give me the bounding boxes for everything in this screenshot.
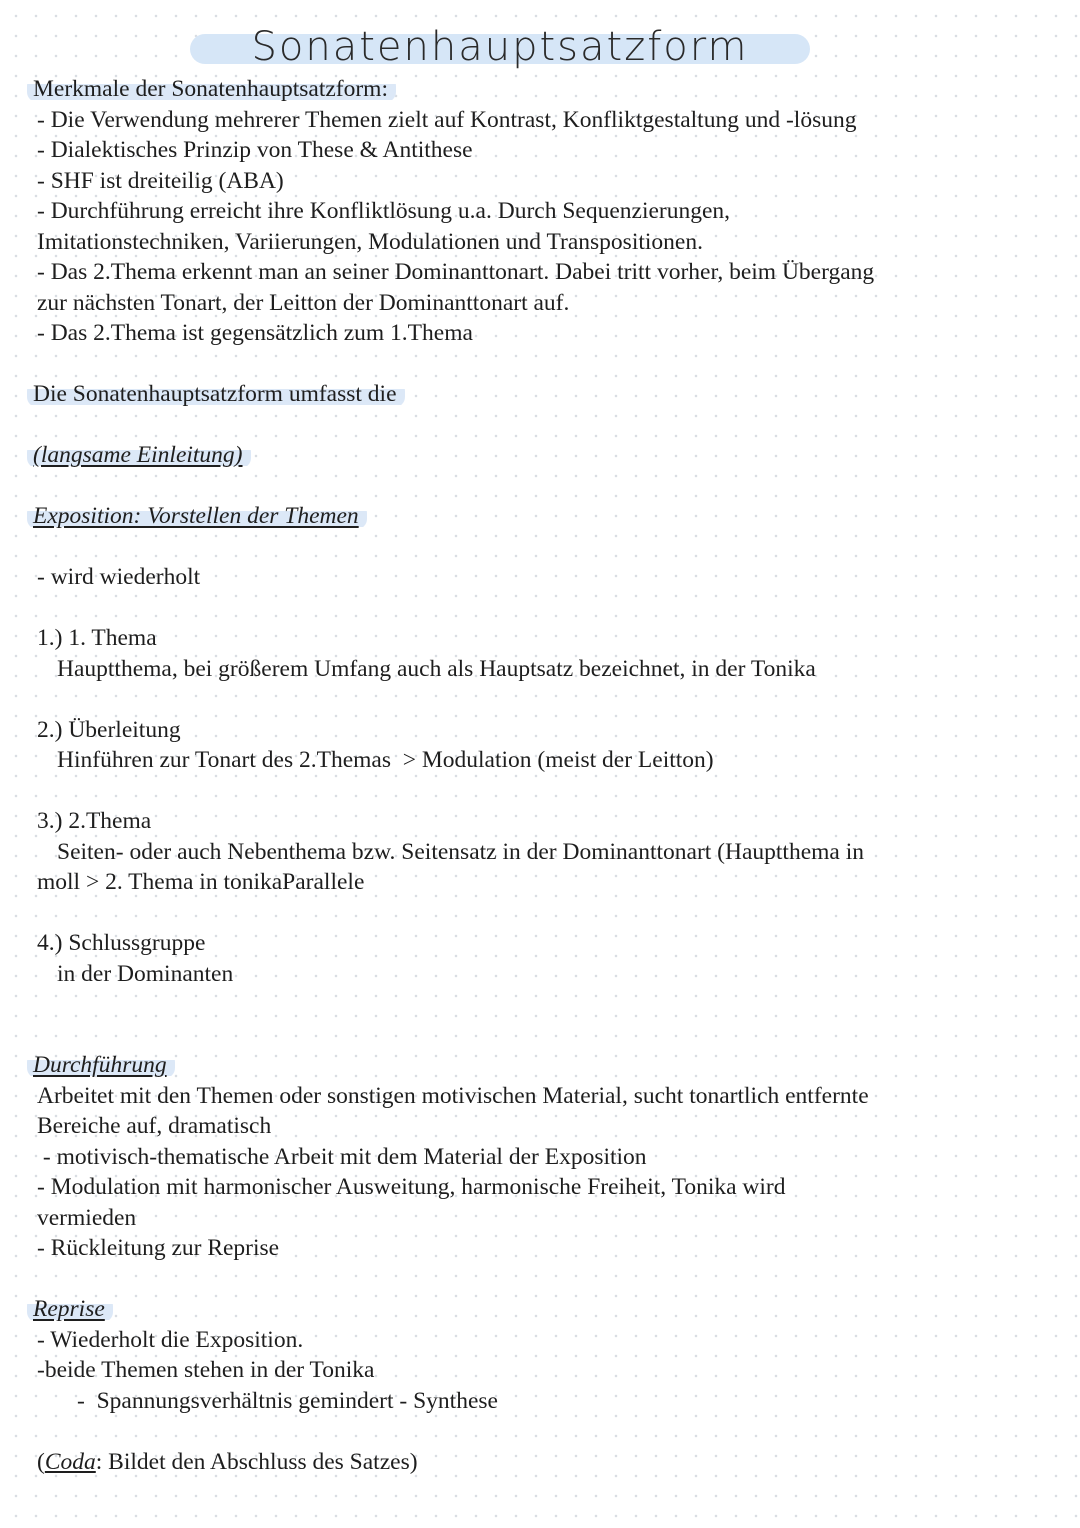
merkmale-heading: Merkmale der Sonatenhauptsatzform: <box>27 76 396 102</box>
durchfuehrung-line: - Modulation mit harmonischer Ausweitung, harmonische Freiheit, Tonika wird <box>37 1174 786 1200</box>
exposition-item-text: Hauptthema, bei größerem Umfang auch als Hauptsatz bezeichnet, in der Tonika <box>57 655 816 682</box>
durchfuehrung-line: - motivisch-thematische Arbeit mit dem Material der Exposition <box>37 1143 647 1170</box>
merkmal-line: - Die Verwendung mehrerer Themen zielt auf Kontrast, Konfliktgestaltung und -lösung <box>37 106 857 133</box>
durchfuehrung-line: Bereiche auf, dramatisch <box>37 1113 272 1139</box>
merkmal-line: - Das 2.Thema erkennt man an seiner Dominanttonart. Dabei tritt vorher, beim Übergang <box>37 259 875 285</box>
reprise-line: - Wiederholt die Exposition. <box>37 1326 304 1353</box>
intro-line: Die Sonatenhauptsatzform umfasst die <box>27 381 405 407</box>
exposition-item-title: 2.) Überleitung <box>37 716 181 743</box>
coda-open: ( <box>37 1448 45 1475</box>
exposition-item-title: 4.) Schlussgruppe <box>37 930 206 956</box>
exposition-item-text: Seiten- oder auch Nebenthema bzw. Seitensatz in der Dominanttonart (Hauptthema in <box>57 838 864 865</box>
merkmal-line: - Durchführung erreicht ihre Konfliktlösung u.a. Durch Sequenzierungen, <box>37 198 731 224</box>
durchfuehrung-line: vermieden <box>37 1204 137 1231</box>
exposition-heading: Exposition: Vorstellen der Themen <box>27 503 367 529</box>
reprise-heading: Reprise <box>27 1296 113 1322</box>
reprise-line: -beide Themen stehen in der Tonika <box>37 1357 375 1383</box>
exposition-repeat: - wird wiederholt <box>37 564 201 590</box>
title-block <box>190 18 810 76</box>
merkmal-line: Imitationstechniken, Variierungen, Modulationen und Transpositionen. <box>37 228 703 255</box>
reprise-sub-line: - Spannungsverhältnis gemindert - Synthese <box>77 1387 498 1414</box>
durchfuehrung-line: Arbeitet mit den Themen oder sonstigen motivischen Material, sucht tonartlich entfernte <box>37 1082 869 1109</box>
page-title: Sonatenhauptsatzform <box>251 24 749 70</box>
exposition-item-text: in der Dominanten <box>57 960 234 987</box>
merkmal-line: zur nächsten Tonart, der Leitton der Dominanttonart auf. <box>37 289 570 316</box>
coda-label: Coda <box>44 1448 96 1475</box>
exposition-item-title: 1.) 1. Thema <box>37 625 157 651</box>
durchfuehrung-heading: Durchführung <box>27 1052 175 1078</box>
exposition-item-text: Hinführen zur Tonart des 2.Themas > Modulation (meist der Leitton) <box>57 747 714 773</box>
einleitung-heading: (langsame Einleitung) <box>27 442 251 468</box>
exposition-item-text: moll > 2. Thema in tonikaParallele <box>37 869 365 895</box>
merkmal-line: - SHF ist dreiteilig (ABA) <box>37 167 284 194</box>
merkmal-line: - Dialektisches Prinzip von These & Antithese <box>37 137 473 163</box>
coda-line <box>37 1447 997 1478</box>
coda-text: : Bildet den Abschluss des Satzes) <box>95 1448 418 1475</box>
merkmal-line: - Das 2.Thema ist gegensätzlich zum 1.Thema <box>37 320 473 346</box>
exposition-item-title: 3.) 2.Thema <box>37 808 152 834</box>
durchfuehrung-line: - Rückleitung zur Reprise <box>37 1235 280 1261</box>
note-content <box>33 74 997 1477</box>
